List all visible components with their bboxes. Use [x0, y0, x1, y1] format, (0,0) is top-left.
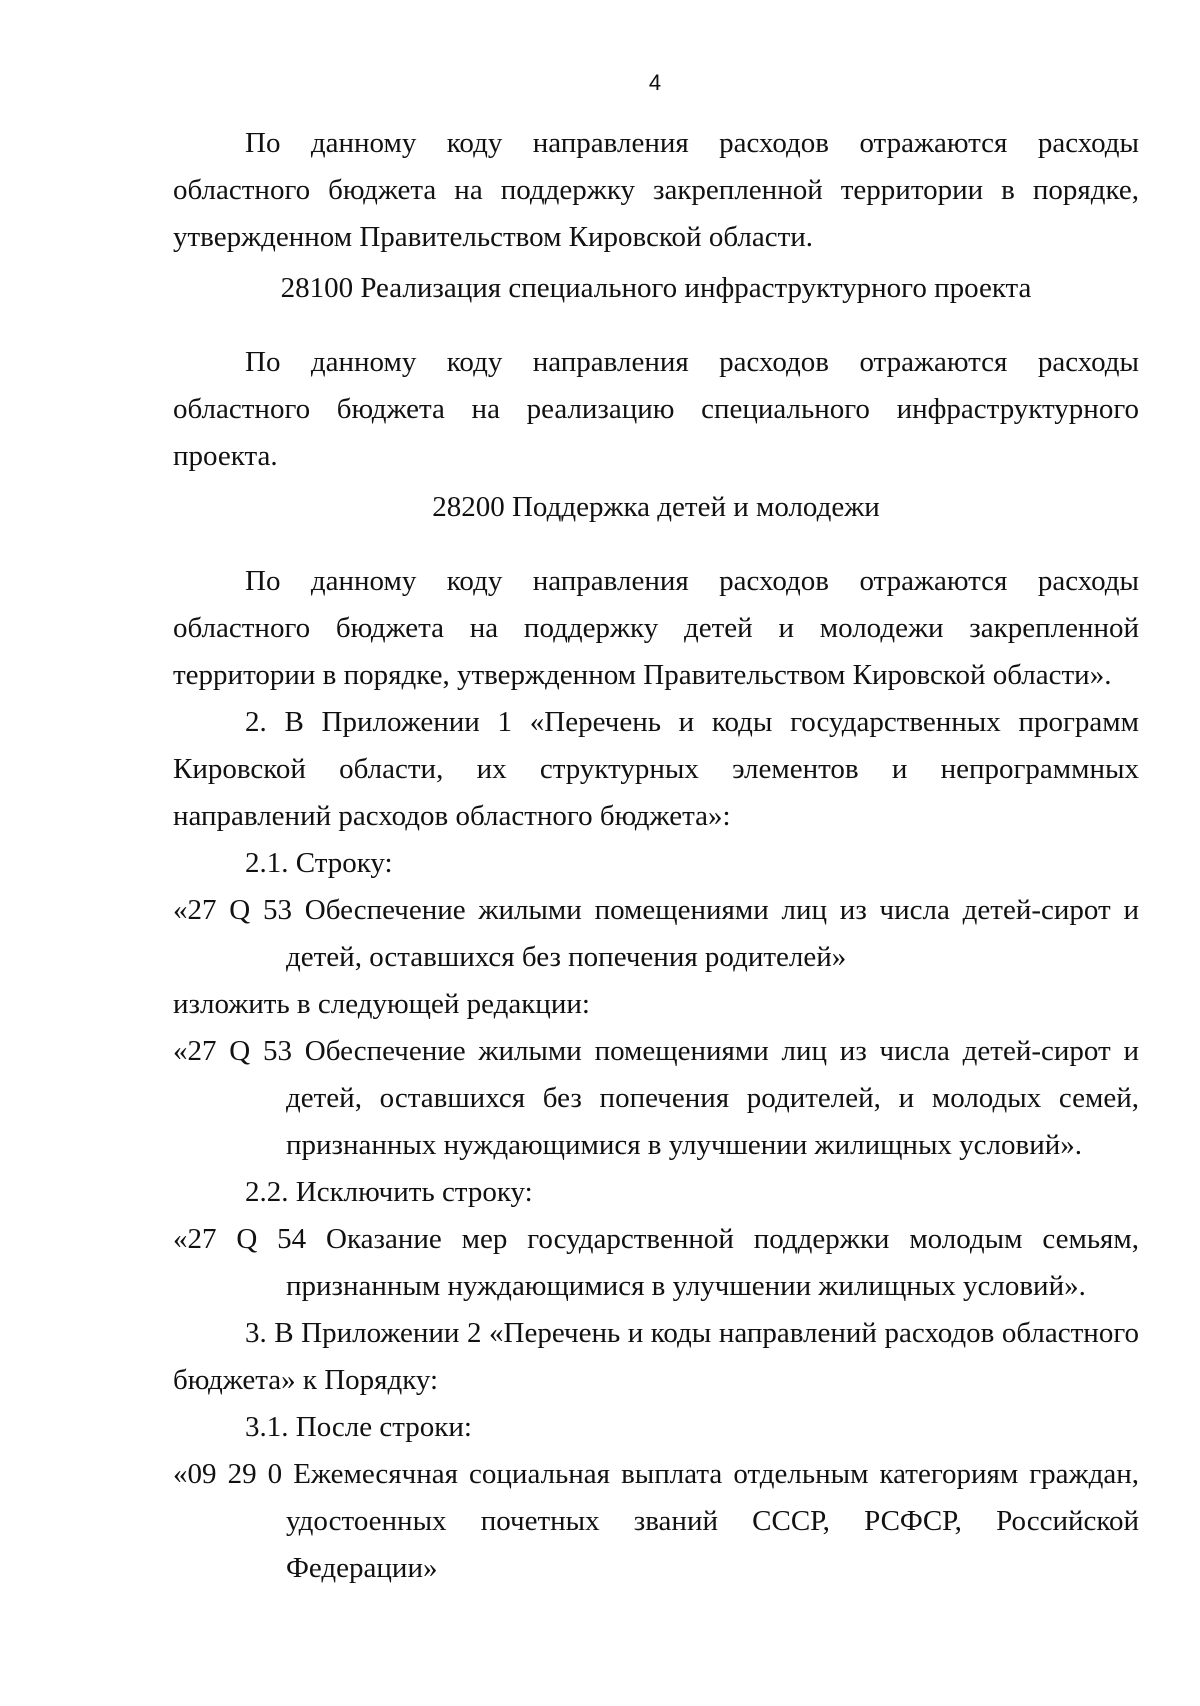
paragraph-new-wording: изложить в следующей редакции:	[173, 988, 590, 1020]
quote-27-q-54: «27 Q 54 Оказание мер государственной поддержки молодым семьям, признанным нуждающимися в улучшении жилищных условий».	[173, 1223, 1139, 1302]
page-number: 4	[648, 70, 662, 95]
paragraph-3-1: 3.1. После строки:	[245, 1411, 472, 1443]
paragraph-appendix-1: 2. В Приложении 1 «Перечень и коды государственных программ Кировской области, их структурных элементов и непрограммных направлений расходов областного бюджета»:	[173, 706, 1139, 832]
heading-28100: 28100 Реализация специального инфраструктурного проекта	[280, 272, 1032, 304]
document-body	[173, 120, 1139, 1592]
quote-09-29-0-end: Федерации»	[286, 1552, 438, 1584]
paragraph-2-2: 2.2. Исключить строку:	[245, 1176, 533, 1208]
quote-27-q-53-old: «27 Q 53 Обеспечение жилыми помещениями лиц из числа детей-сирот и детей, оставшихся без попечения родителей»	[173, 894, 1139, 973]
paragraph-2-1: 2.1. Строку:	[245, 847, 393, 879]
quote-09-29-0: «09 29 0 Ежемесячная социальная выплата отдельным категориям граждан, удостоенных почетных званий СССР, РСФСР, Российской	[173, 1458, 1139, 1537]
paragraph-children-youth-support: По данному коду направления расходов отражаются расходы областного бюджета на поддержку детей и молодежи закрепленной территории в порядке, утвержденном Правительством Кировской области».	[173, 565, 1139, 691]
paragraph-territory-support: По данному коду направления расходов отражаются расходы областного бюджета на поддержку закрепленной территории в порядке, утвержденном Правительством Кировской области.	[173, 127, 1139, 253]
paragraph-infrastructure-project: По данному коду направления расходов отражаются расходы областного бюджета на реализацию специального инфраструктурного проекта.	[173, 346, 1139, 472]
heading-28200: 28200 Поддержка детей и молодежи	[432, 491, 880, 523]
quote-27-q-53-new: «27 Q 53 Обеспечение жилыми помещениями лиц из числа детей-сирот и детей, оставшихся без попечения родителей, и молодых семей, признанных нуждающимися в улучшении жилищных условий».	[173, 1035, 1139, 1161]
paragraph-appendix-2: 3. В Приложении 2 «Перечень и коды направлений расходов областного бюджета» к Порядку:	[173, 1317, 1139, 1396]
